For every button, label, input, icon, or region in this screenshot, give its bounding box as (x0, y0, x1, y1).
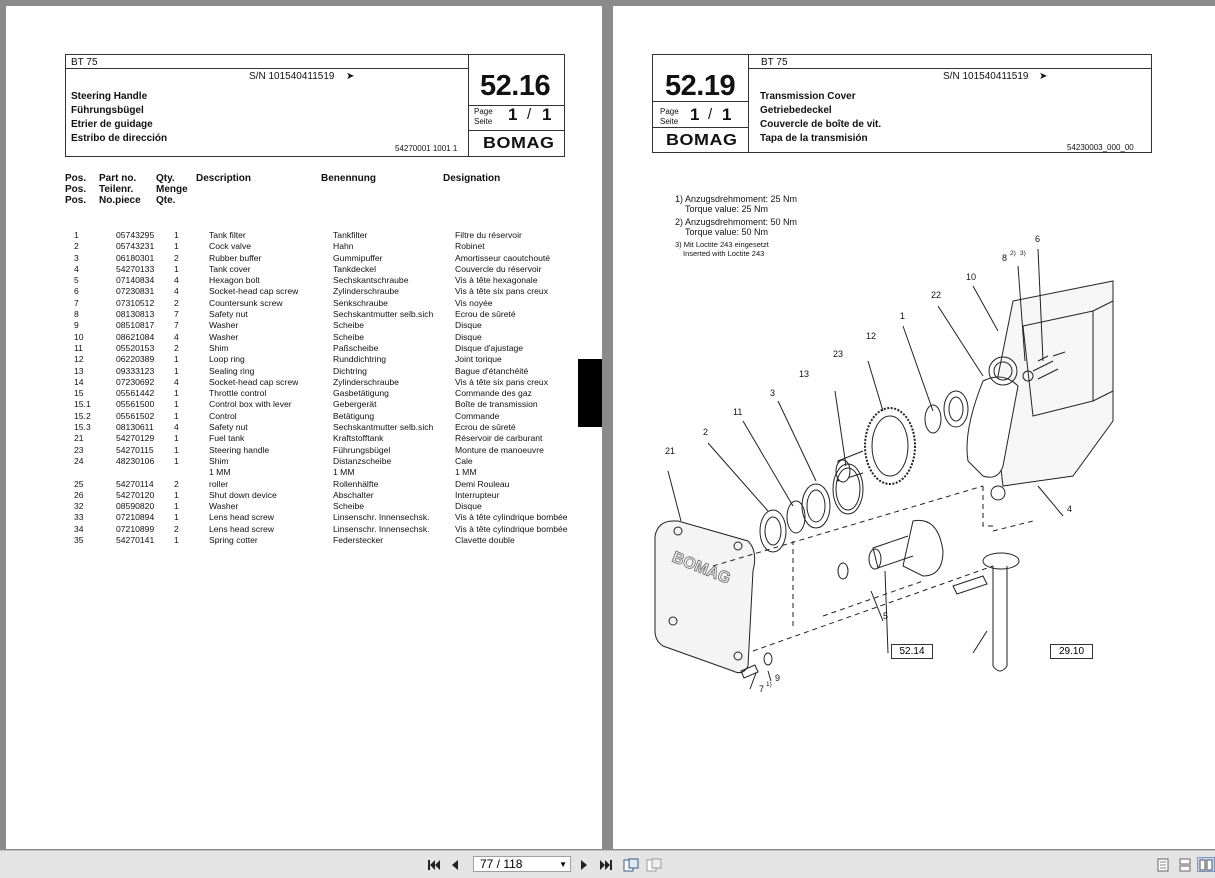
row-benennung: Scheibe (333, 320, 365, 331)
row-designation: Vis à tête hexagonale (455, 275, 538, 286)
row-part-no: 05743231 (116, 241, 155, 252)
row-pos: 4 (74, 263, 79, 274)
row-description: Countersunk screw (209, 297, 283, 308)
right-page-current: 1 (690, 105, 700, 124)
row-benennung: Abschalter (333, 489, 374, 500)
callout-8-note-3: 3) (1020, 250, 1026, 257)
left-page-total: 1 (542, 105, 552, 124)
col-qty-en: Qty. (156, 173, 175, 184)
row-designation: Demi Rouleau (455, 478, 510, 489)
row-description: Lens head screw (209, 512, 274, 523)
row-pos: 33 (74, 512, 84, 523)
row-part-no: 54270141 (116, 535, 155, 546)
row-pos: 26 (74, 489, 84, 500)
row-qty: 2 (174, 297, 179, 308)
row-qty: 1 (174, 354, 179, 365)
row-description: Washer (209, 331, 239, 342)
table-row (64, 286, 585, 297)
callout-3: 3 (770, 388, 776, 398)
callout-1: 1 (900, 311, 906, 321)
table-row (64, 445, 585, 456)
row-description: Loop ring (209, 354, 245, 365)
note-3: 3) Mit Loctite 243 eingesetzt (675, 240, 769, 249)
callout-11: 11 (733, 407, 743, 417)
table-row (64, 422, 585, 433)
fit-page-icon[interactable] (645, 857, 663, 872)
row-designation: Commande (455, 410, 500, 421)
callout-6: 6 (1035, 234, 1041, 244)
table-row (64, 535, 585, 546)
right-page-sep: / (708, 106, 713, 123)
table-row (64, 467, 585, 478)
row-qty (174, 467, 209, 478)
row-qty: 4 (174, 422, 179, 433)
row-description: Socket-head cap screw (209, 376, 299, 387)
row-description: Sealing ring (209, 365, 255, 376)
table-row (64, 298, 585, 309)
row-benennung: Kraftstofftank (333, 433, 384, 444)
row-designation: Filtre du réservoir (455, 230, 522, 240)
table-row (64, 501, 585, 512)
cover-logo-text: BOMAG (669, 548, 733, 588)
row-part-no: 07230692 (116, 376, 155, 387)
next-page-icon[interactable] (577, 857, 591, 872)
table-row (64, 354, 585, 365)
row-part-no: 08130813 (116, 309, 155, 320)
note-3-en: Inserted with Loctite 243 (683, 249, 765, 258)
row-benennung: Sechskantschraube (333, 275, 409, 286)
section-tab-marker (578, 359, 602, 427)
callout-9: 9 (775, 673, 781, 683)
row-description: Washer (209, 320, 239, 331)
callout-2: 2 (703, 427, 709, 437)
row-designation: Couvercle du réservoir (455, 263, 542, 274)
row-description: Shim (209, 342, 229, 353)
single-page-icon[interactable] (1155, 857, 1171, 872)
row-qty: 1 (174, 444, 179, 455)
row-description: Hexagon bolt (209, 275, 260, 286)
table-row (64, 332, 585, 343)
row-part-no: 54270129 (116, 433, 155, 444)
row-designation: Ecrou de sûreté (455, 422, 516, 433)
note-2: 2) Anzugsdrehmoment: 50 Nm (675, 217, 798, 227)
row-pos: 34 (74, 523, 84, 534)
row-designation: Vis à tête six pans creux (455, 286, 548, 297)
row-pos: 25 (74, 478, 84, 489)
row-designation: Ecrou de sûreté (455, 309, 516, 320)
callout-8: 8 (1002, 253, 1008, 263)
row-benennung: Gummipuffer (333, 252, 383, 263)
row-qty: 2 (174, 478, 179, 489)
row-pos: 23 (74, 444, 84, 455)
row-part-no: 05561500 (116, 399, 155, 410)
row-pos: 15.3 (74, 422, 91, 433)
col-benennung: Benennung (321, 173, 376, 184)
left-title-fr: Etrier de guidage (71, 119, 153, 130)
row-description: Spring cotter (209, 535, 258, 546)
row-benennung: Zylinderschraube (333, 376, 399, 387)
col-designation: Designation (443, 173, 501, 184)
row-description: Shut down device (209, 489, 277, 500)
last-page-icon[interactable] (598, 857, 614, 872)
right-doc-code: 54230003_000_00 (1067, 143, 1134, 152)
right-title-es: Tapa de la transmisión (760, 133, 868, 144)
parts-table (64, 230, 585, 546)
row-qty: 4 (174, 275, 179, 286)
row-designation: Amortisseur caoutchouté (455, 252, 551, 263)
row-part-no: 08621084 (116, 331, 155, 342)
row-designation: Disque d'ajustage (455, 342, 524, 353)
row-description: Washer (209, 501, 239, 512)
row-benennung: Gebergerät (333, 399, 377, 410)
row-designation: Joint torique (455, 354, 502, 365)
left-title-de: Führungsbügel (71, 105, 144, 116)
row-benennung: 1 MM (333, 467, 355, 478)
row-designation: Vis à tête cylindrique bombée (455, 523, 568, 534)
row-qty: 7 (174, 320, 179, 331)
right-serial: S/N 101540411519 (943, 71, 1029, 82)
callout-22: 22 (931, 290, 942, 300)
row-pos: 15.2 (74, 410, 91, 421)
two-page-icon[interactable] (1197, 857, 1215, 872)
left-page-label-en: Page (474, 107, 493, 116)
viewer-toolbar (0, 850, 1215, 878)
table-row (64, 388, 585, 399)
row-qty: 1 (174, 365, 179, 376)
row-qty: 1 (174, 489, 179, 500)
row-pos: 12 (74, 354, 84, 365)
row-designation: Boîte de transmission (455, 399, 538, 410)
right-page (613, 6, 1215, 849)
row-benennung: Sechskantmutter selb.sich (333, 422, 434, 433)
row-part-no: 08590820 (116, 501, 155, 512)
table-row (64, 377, 585, 388)
row-pos: 32 (74, 501, 84, 512)
row-pos: 15 (74, 388, 84, 399)
row-part-no: 07210894 (116, 512, 155, 523)
row-benennung: Tankfilter (333, 230, 368, 240)
row-part-no: 07210899 (116, 523, 155, 534)
row-description: Safety nut (209, 309, 248, 320)
row-qty: 4 (174, 376, 179, 387)
row-pos: 8 (74, 309, 79, 320)
callout-5: 5 (883, 611, 889, 621)
col-qty-fr: Qte. (156, 195, 176, 206)
callout-21: 21 (665, 446, 676, 456)
row-benennung: Distanzscheibe (333, 455, 392, 466)
row-benennung: Federstecker (333, 535, 384, 546)
row-description: Shim (209, 455, 229, 466)
row-designation: Cale (455, 455, 473, 466)
right-group-number: 52.19 (665, 70, 736, 102)
row-benennung: Rollenhälfte (333, 478, 379, 489)
table-row (64, 264, 585, 275)
row-part-no: 08130611 (116, 422, 154, 433)
row-description: Steering handle (209, 444, 270, 455)
row-pos: 9 (74, 320, 79, 331)
row-qty: 1 (174, 410, 179, 421)
left-group-number: 52.16 (480, 70, 551, 102)
row-description: Socket-head cap screw (209, 286, 299, 297)
row-benennung: Führungsbügel (333, 444, 391, 455)
left-model: BT 75 (71, 57, 98, 68)
row-qty: 4 (174, 286, 179, 297)
row-description: Fuel tank (209, 433, 245, 444)
row-benennung: Linsenschr. Innensechsk. (333, 512, 430, 523)
row-benennung: Scheibe (333, 501, 365, 512)
callout-4: 4 (1067, 504, 1073, 514)
row-designation: Commande des gaz (455, 388, 532, 399)
table-row (64, 320, 585, 331)
row-description: Tank cover (209, 263, 251, 274)
table-row (64, 411, 585, 422)
row-part-no: 48230106 (116, 455, 155, 466)
row-pos: 21 (74, 433, 84, 444)
row-pos: 11 (74, 342, 83, 353)
row-description: Lens head screw (209, 523, 274, 534)
row-benennung: Scheibe (333, 331, 365, 342)
table-row (64, 524, 585, 535)
row-qty: 2 (174, 342, 179, 353)
row-designation: Vis à tête six pans creux (455, 376, 548, 387)
row-benennung: Runddichtring (333, 354, 387, 365)
right-bomag-logo: BOMAG (666, 132, 738, 149)
callout-13: 13 (799, 369, 810, 379)
row-designation: Clavette double (455, 535, 515, 546)
row-qty: 1 (174, 455, 179, 466)
row-qty: 1 (174, 388, 179, 399)
col-part-en: Part no. (99, 173, 137, 184)
row-description: Safety nut (209, 422, 248, 433)
right-page-total: 1 (722, 105, 732, 124)
row-part-no: 06220389 (116, 354, 155, 365)
table-row (64, 275, 585, 286)
table-row (64, 490, 585, 501)
row-pos: 10 (74, 331, 84, 342)
row-description: Control (209, 410, 237, 421)
right-page-label-en: Page (660, 107, 679, 116)
row-part-no: 06180301 (116, 252, 155, 263)
left-doc-code: 54270001 1001 1 (395, 144, 458, 153)
row-pos: 15.1 (74, 399, 91, 410)
row-part-no: 08510817 (116, 320, 155, 331)
row-designation: Monture de manoeuvre (455, 444, 544, 455)
view-mode-icon[interactable] (622, 857, 640, 872)
table-row (64, 230, 585, 241)
callout-10: 10 (966, 272, 977, 282)
col-part-de: Teilenr. (99, 184, 134, 195)
row-part-no: 05520153 (116, 342, 155, 353)
dropdown-arrow-icon: ▼ (559, 860, 567, 869)
row-part-no: 54270133 (116, 263, 155, 274)
table-row (64, 366, 585, 377)
row-benennung: Paßscheibe (333, 342, 379, 353)
row-description: Throttle control (209, 388, 267, 399)
col-part-fr: No.piece (99, 195, 141, 206)
col-qty-de: Menge (156, 184, 188, 195)
col-pos-de: Pos. (65, 184, 87, 195)
table-row (64, 512, 585, 523)
left-serial-arrow: ➤ (346, 71, 355, 82)
row-description: Tank filter (209, 230, 246, 240)
row-benennung: Sechskantmutter selb.sich (333, 309, 434, 320)
row-part-no: 05561502 (116, 410, 155, 421)
row-pos: 6 (74, 286, 79, 297)
row-benennung: Dichtring (333, 365, 367, 376)
left-title-es: Estribo de dirección (71, 133, 168, 144)
callout-7: 7 (759, 684, 765, 694)
table-row (64, 456, 585, 467)
left-title-en: Steering Handle (71, 91, 148, 102)
row-designation: Vis à tête cylindrique bombée (455, 512, 568, 523)
ref-box-52-14[interactable]: 52.14 (891, 644, 933, 659)
row-benennung: Betätigung (333, 410, 375, 421)
exploded-diagram (653, 231, 1123, 706)
right-model: BT 75 (761, 57, 788, 68)
prev-page-icon[interactable] (448, 857, 462, 872)
callout-8-note-2: 2) (1010, 250, 1016, 257)
callout-12: 12 (866, 331, 877, 341)
row-description: Cock valve (209, 241, 252, 252)
row-qty: 1 (174, 263, 179, 274)
row-part-no: 54270120 (116, 489, 155, 500)
table-row (64, 309, 585, 320)
page-number-select[interactable] (473, 856, 571, 872)
row-designation: Bague d'étanchéité (455, 365, 529, 376)
row-part-no: 54270114 (116, 478, 154, 489)
row-part-no (116, 467, 174, 478)
col-pos-en: Pos. (65, 173, 87, 184)
row-pos: 7 (74, 297, 79, 308)
table-row (64, 399, 585, 410)
row-part-no: 07230831 (116, 286, 155, 297)
row-designation: 1 MM (455, 467, 477, 478)
row-pos (64, 467, 116, 478)
left-page-label-de: Seite (474, 117, 493, 126)
left-page (6, 6, 602, 849)
row-qty: 1 (174, 399, 179, 410)
row-benennung: Zylinderschraube (333, 286, 399, 297)
left-page-sep: / (527, 106, 532, 123)
row-qty: 1 (174, 535, 179, 546)
note-1-en: Torque value: 25 Nm (685, 204, 769, 214)
row-part-no: 07140834 (116, 275, 155, 286)
row-pos: 14 (74, 376, 84, 387)
table-row (64, 433, 585, 444)
row-designation: Disque (455, 320, 482, 331)
row-qty: 2 (174, 252, 179, 263)
row-part-no: 09333123 (116, 365, 155, 376)
left-bomag-logo: BOMAG (483, 135, 555, 152)
first-page-icon[interactable] (426, 857, 442, 872)
right-serial-arrow: ➤ (1039, 71, 1048, 82)
row-benennung: Linsenschr. Innensechsk. (333, 523, 430, 534)
row-part-no: 54270115 (116, 444, 154, 455)
row-pos: 2 (74, 241, 79, 252)
row-pos: 13 (74, 365, 84, 376)
row-qty: 7 (174, 309, 179, 320)
page-number-value: 77 / 118 (480, 857, 523, 871)
row-qty: 1 (174, 512, 179, 523)
table-row (64, 479, 585, 490)
ref-box-29-10[interactable]: 29.10 (1050, 644, 1093, 659)
table-row (64, 241, 585, 252)
row-benennung: Senkschraube (333, 297, 388, 308)
row-pos: 1 (74, 230, 79, 240)
row-pos: 5 (74, 275, 79, 286)
row-benennung: Tankdeckel (333, 263, 376, 274)
callout-7-note-1: 1) (766, 681, 772, 688)
table-row (64, 253, 585, 264)
row-qty: 1 (174, 241, 179, 252)
left-page-current: 1 (508, 105, 518, 124)
row-part-no: 05743295 (116, 230, 155, 240)
continuous-icon[interactable] (1177, 857, 1193, 872)
row-pos: 3 (74, 252, 79, 263)
right-title-de: Getriebedeckel (760, 105, 832, 116)
row-description: Control box with lever (209, 399, 292, 410)
row-qty: 1 (174, 433, 179, 444)
row-designation: Interrupteur (455, 489, 500, 500)
right-title-en: Transmission Cover (760, 91, 856, 102)
row-description: Rubber buffer (209, 252, 262, 263)
row-qty: 1 (174, 230, 179, 240)
right-title-fr: Couvercle de boîte de vit. (760, 119, 882, 130)
row-designation: Vis noyée (455, 297, 493, 308)
note-2-en: Torque value: 50 Nm (685, 227, 769, 237)
row-description: 1 MM (209, 467, 231, 478)
col-description: Description (196, 173, 252, 184)
row-qty: 1 (174, 501, 179, 512)
row-benennung: Gasbetätigung (333, 388, 389, 399)
row-part-no: 05561442 (116, 388, 155, 399)
row-designation: Disque (455, 501, 482, 512)
row-designation: Réservoir de carburant (455, 433, 543, 444)
row-description: roller (209, 478, 229, 489)
row-designation: Robinet (455, 241, 485, 252)
row-designation: Disque (455, 331, 482, 342)
col-pos-fr: Pos. (65, 195, 87, 206)
left-serial: S/N 101540411519 (249, 71, 335, 82)
note-1: 1) Anzugsdrehmoment: 25 Nm (675, 194, 798, 204)
row-qty: 2 (174, 523, 179, 534)
table-row (64, 343, 585, 354)
callout-23: 23 (833, 349, 844, 359)
row-pos: 24 (74, 455, 84, 466)
row-benennung: Hahn (333, 241, 354, 252)
row-qty: 4 (174, 331, 179, 342)
right-page-label-de: Seite (660, 117, 679, 126)
row-part-no: 07310512 (116, 297, 155, 308)
row-pos: 35 (74, 535, 84, 546)
